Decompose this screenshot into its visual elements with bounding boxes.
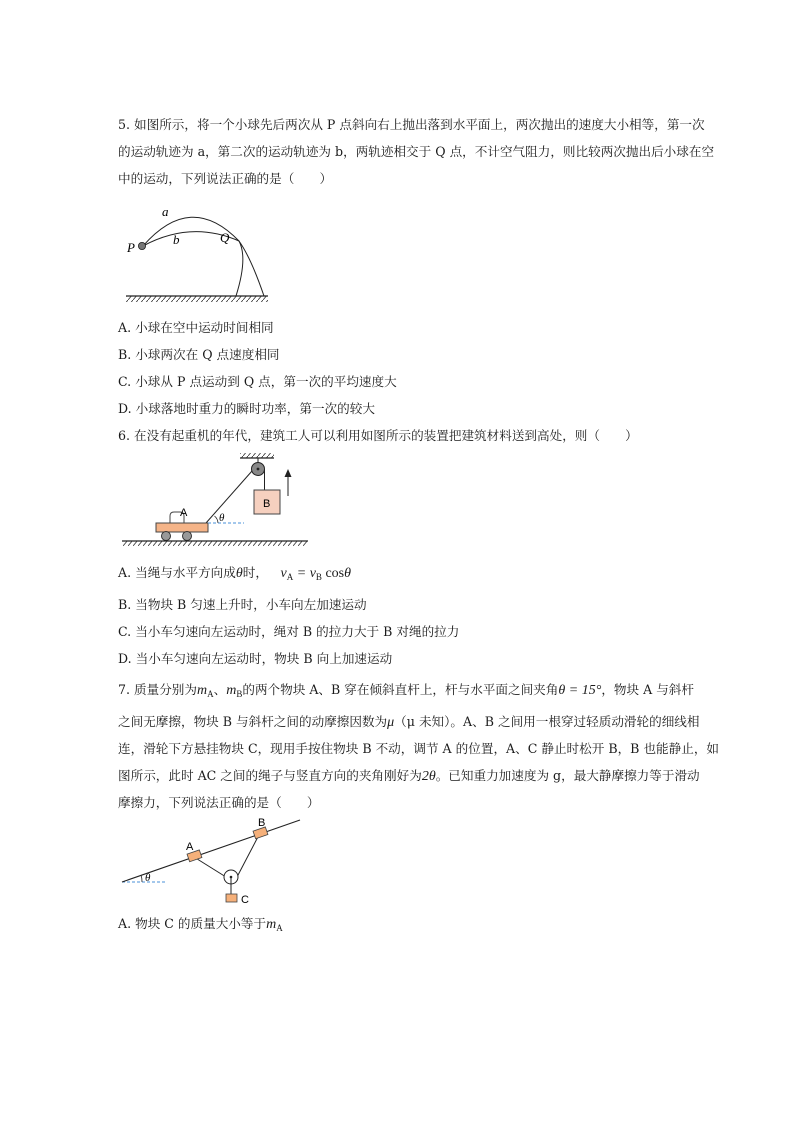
q7-line4-post: 。已知重力加速度为 g，最大静摩擦力等于滑动 xyxy=(435,768,700,783)
ceiling-hatch xyxy=(240,453,274,458)
label-block-b: B xyxy=(263,498,271,510)
cart-wheel-left xyxy=(162,532,171,541)
theta-arc xyxy=(141,875,142,882)
string-b xyxy=(237,833,260,877)
q7-stem-line2 xyxy=(118,714,699,731)
theta-arc xyxy=(215,516,219,523)
q7-option-a-mass: $m_A$ xyxy=(266,917,283,933)
ball xyxy=(138,242,145,249)
q7-line1-pre: 7. 质量分别为 xyxy=(118,682,197,697)
cart-a xyxy=(156,523,208,532)
label-block-b: B xyxy=(258,817,266,829)
q5-stem-line1: 5. 如图所示，将一个小球先后两次从 P 点斜向右上抛出落到水平面上，两次抛出的速度大小相等，第一次 xyxy=(118,117,705,132)
q6-option-b: B. 当物块 B 匀速上升时，小车向左加速运动 xyxy=(118,597,367,612)
q7-incline-figure xyxy=(118,815,303,905)
q7-mu: μ xyxy=(387,715,395,730)
q5-projectile-figure xyxy=(118,198,278,306)
label-q: Q xyxy=(220,230,230,245)
q7-line1-post: ，物块 A 与斜杆 xyxy=(601,682,694,697)
label-p: P xyxy=(127,240,135,255)
q7-line2-pre: 之间无摩擦，物块 B 与斜杆之间的动摩擦因数为 xyxy=(118,714,388,729)
q6-option-c: C. 当小车匀速向左运动时，绳对 B 的拉力大于 B 对绳的拉力 xyxy=(118,624,460,639)
q5-option-b: B. 小球两次在 Q 点速度相同 xyxy=(118,347,280,362)
q7-stem-line5: 摩擦力，下列说法正确的是（ ） xyxy=(118,795,320,810)
q7-option-a xyxy=(118,916,283,936)
string-a xyxy=(194,857,226,877)
label-cart-a: A xyxy=(180,507,188,519)
q6-option-a-theta: θ xyxy=(235,566,243,581)
label-theta: θ xyxy=(219,512,225,524)
q7-line1-sep: 、 xyxy=(213,682,227,697)
q5-option-a: A. 小球在空中运动时间相同 xyxy=(118,320,274,335)
q6-option-a xyxy=(118,565,351,585)
pulley-axle xyxy=(257,468,260,471)
up-arrow-head xyxy=(285,469,292,477)
q6-pulley-figure xyxy=(118,450,310,548)
q7-line1-mid: 的两个物块 A、B 穿在倾斜直杆上，杆与水平面之间夹角 xyxy=(242,682,559,697)
label-block-a: A xyxy=(186,841,194,853)
q7-stem-line3: 连，滑轮下方悬挂物块 C，现用手按住物块 B 不动，调节 A 的位置，A、C 静止时松开 B，B 也能静止，如 xyxy=(118,741,720,756)
q6-stem-line1: 6. 在没有起重机的年代，建筑工人可以利用如图所示的装置把建筑材料送到高处，则（ ） xyxy=(118,428,638,443)
trajectory-a xyxy=(143,217,264,296)
label-a: a xyxy=(162,204,169,219)
label-theta: θ xyxy=(145,872,151,884)
ground-hatch xyxy=(122,541,308,546)
q7-mass-b: $m_B$ xyxy=(226,683,243,699)
q7-option-a-text: A. 物块 C 的质量大小等于 xyxy=(118,916,267,931)
q5-stem-line3: 中的运动，下列说法正确的是（ ） xyxy=(118,171,333,186)
q6-option-a-text: A. 当绳与水平方向成 xyxy=(118,565,236,580)
label-b: b xyxy=(173,232,180,247)
cart-wheel-right xyxy=(183,532,192,541)
ground-hatch xyxy=(126,296,268,302)
q7-line2-post: （μ 未知）。A、B 之间用一根穿过轻质动滑轮的细线相 xyxy=(394,714,700,729)
q7-line4-pre: 图所示，此时 AC 之间的绳子与竖直方向的夹角刚好为 xyxy=(118,768,422,783)
q7-stem-line1 xyxy=(118,682,694,702)
q5-option-c: C. 小球从 P 点运动到 Q 点，第一次的平均速度大 xyxy=(118,374,397,389)
block-c xyxy=(226,894,237,902)
q6-option-a-mid: 时， xyxy=(242,565,268,580)
rope-to-cart xyxy=(206,471,252,523)
label-block-c: C xyxy=(241,894,249,905)
q5-option-d: D. 小球落地时重力的瞬时功率，第一次的较大 xyxy=(118,401,375,416)
q7-stem-line4 xyxy=(118,768,700,785)
q7-angle: θ = 15° xyxy=(558,683,602,698)
q6-option-a-formula: $v_A = v_B$ cosθ xyxy=(280,566,351,582)
q7-mass-a: $m_A$ xyxy=(197,683,214,699)
q5-stem-line2: 的运动轨迹为 a，第二次的运动轨迹为 b，两轨迹相交于 Q 点，不计空气阻力，则比较两次抛出后小球在空 xyxy=(118,144,715,159)
q7-2theta: 2θ xyxy=(421,769,436,784)
q6-option-d: D. 当小车匀速向左运动时，物块 B 向上加速运动 xyxy=(118,651,393,666)
